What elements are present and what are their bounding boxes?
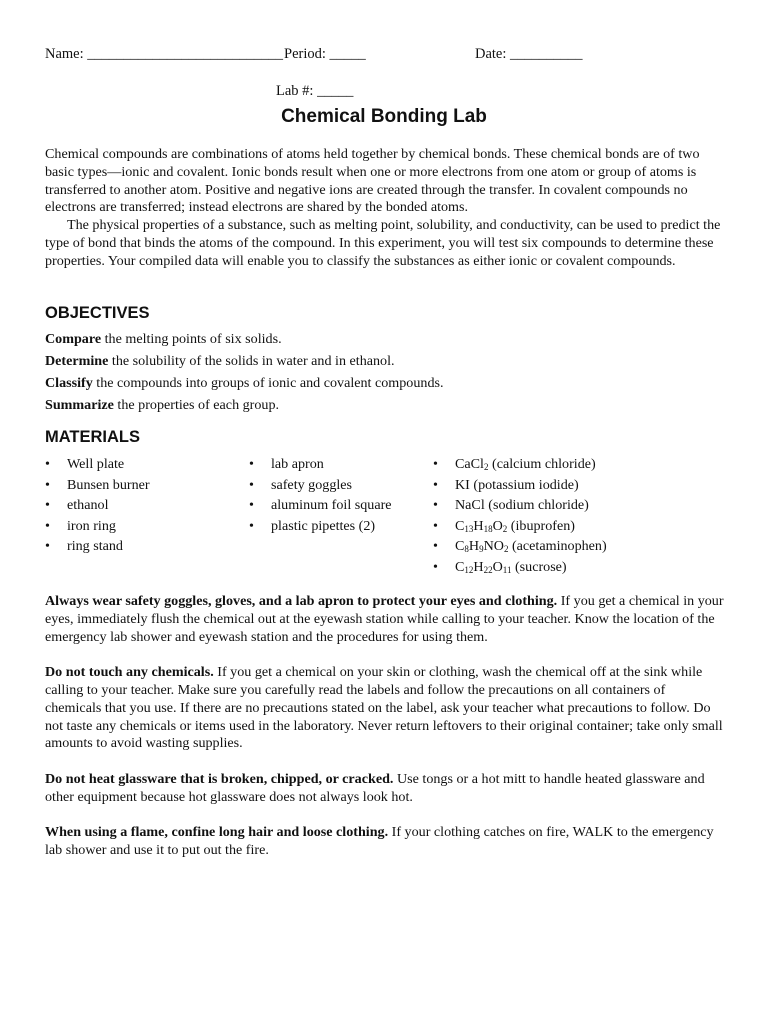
page-title: Chemical Bonding Lab: [281, 106, 487, 127]
formula-subscript: 2: [503, 544, 509, 555]
bullet-icon: •: [249, 497, 254, 514]
material-item: [249, 516, 392, 537]
intro-section: [45, 146, 725, 271]
objective-item: [45, 394, 444, 416]
date-field: Date: __________: [475, 46, 583, 62]
chemical-formula: NaCl: [455, 497, 485, 514]
material-item: [45, 536, 150, 557]
objective-item: [45, 350, 444, 372]
intro-paragraph: Chemical compounds are combinations of atoms held together by chemical bonds. These chemical bonds are of two basic types—ionic and covalent. Ionic bonds result when one or more electrons from one atom or group of atoms is transferred to another atom. Positive and negative ions are created through the transfer. In covalent compounds no electrons are transferred; instead electrons are shared by the bonded atoms.: [45, 146, 700, 216]
safety-section: [45, 593, 725, 878]
bullet-icon: •: [433, 456, 438, 472]
objective-item: [45, 328, 444, 350]
bullet-icon: •: [433, 517, 438, 534]
bullet-icon: •: [433, 497, 438, 514]
safety-paragraph: [45, 593, 725, 646]
safety-detail: If your clothing catches on fire, WALK to the emergency lab shower and use it to put out the fire.: [45, 824, 714, 859]
safety-detail: If you get a chemical in your eyes, immediately flush the chemical out at the eyewash station while calling to your teacher. Know the location of the emergency lab shower and eyewash station and the procedures for using them.: [45, 593, 724, 645]
chemical-formula: $C_{12}H_{22}O_{11}$: [455, 558, 512, 575]
formula-subscript: 12: [464, 564, 474, 575]
objective-verb: Compare: [45, 331, 102, 347]
objective-text: the compounds into groups of ionic and covalent compounds.: [92, 375, 444, 391]
bullet-icon: •: [433, 558, 438, 575]
bullet-icon: •: [249, 517, 254, 534]
formula-subscript: 22: [483, 564, 493, 575]
material-item: [433, 557, 607, 578]
formula-subscript: 8: [464, 544, 469, 555]
material-label: ring stand: [67, 538, 123, 555]
objective-text: the melting points of six solids.: [101, 331, 282, 347]
chemical-formula: CaCl$_2$: [455, 456, 489, 472]
safety-paragraph: [45, 824, 725, 860]
bullet-icon: •: [45, 456, 50, 472]
bullet-icon: •: [249, 456, 254, 472]
bullet-icon: •: [45, 517, 50, 534]
formula-subscript: 13: [464, 523, 474, 534]
safety-rule: Do not touch any chemicals.: [45, 664, 214, 681]
material-label: iron ring: [67, 517, 116, 534]
bullet-icon: •: [45, 538, 50, 555]
safety-detail: If you get a chemical on your skin or clothing, wash the chemical off at the sink while calling to your teacher. Make sure you carefully read the labels and follow the precautions on all containers of chemicals that you use. If there are no precautions stated on the label, ask your teacher what precautions to follow. Do not taste any chemicals or items used in the laboratory. Never return leftovers to their original container; take only small amounts to avoid wasting supplies.: [45, 664, 723, 752]
materials-column-supplies: [249, 454, 392, 536]
material-item: [45, 454, 150, 475]
material-label: lab apron: [271, 456, 324, 472]
material-item: [433, 475, 607, 496]
safety-rule: Do not heat glassware that is broken, chipped, or cracked.: [45, 770, 394, 787]
material-item: [433, 495, 607, 516]
safety-paragraph: [45, 771, 725, 807]
material-item: [433, 454, 607, 475]
material-label: ethanol: [67, 497, 109, 514]
chemical-name: (potassium iodide): [469, 476, 579, 493]
formula-subscript: 9: [479, 544, 484, 555]
chemical-name: (acetaminophen): [508, 538, 607, 555]
material-item: [433, 516, 607, 537]
formula-subscript: 2: [483, 462, 489, 472]
intro-paragraph: The physical properties of a substance, such as melting point, solubility, and conductivity, can be used to predict the type of bond that binds the atoms of the compound. In this experiment, you will test six compounds to determine these properties. Your compiled data will enable you to classify the substances as either ionic or covalent compounds.: [45, 217, 721, 269]
name-field: Name: ___________________________: [45, 46, 284, 62]
bullet-icon: •: [433, 538, 438, 555]
lab-number-field: Lab #: _____: [276, 83, 354, 99]
formula-subscript: 2: [502, 523, 508, 534]
objectives-list: [45, 328, 444, 416]
safety-rule: When using a flame, confine long hair and loose clothing.: [45, 824, 389, 841]
material-item: [45, 495, 150, 516]
chemical-name: (ibuprofen): [507, 517, 575, 534]
material-label: Well plate: [67, 456, 125, 472]
safety-rule: Always wear safety goggles, gloves, and a lab apron to protect your eyes and clothing.: [45, 593, 558, 609]
material-label: aluminum foil square: [271, 497, 392, 514]
material-item: [249, 454, 392, 475]
chemical-name: (sodium chloride): [484, 497, 589, 514]
material-item: [45, 475, 150, 496]
materials-heading: MATERIALS: [45, 428, 141, 446]
objective-verb: Classify: [45, 375, 93, 391]
chemical-formula: KI: [455, 476, 470, 493]
period-field: Period: _____: [284, 46, 366, 62]
bullet-icon: •: [433, 476, 438, 493]
materials-column-chemicals: [433, 454, 607, 578]
objective-item: [45, 372, 444, 394]
bullet-icon: •: [45, 476, 50, 493]
chemical-name: (calcium chloride): [488, 456, 596, 472]
objective-text: the properties of each group.: [113, 397, 280, 413]
formula-subscript: 18: [483, 523, 493, 534]
chemical-formula: $C_{13}H_{18}O_2$: [455, 517, 508, 534]
formula-subscript: 11: [502, 564, 512, 575]
material-item: [249, 495, 392, 516]
safety-detail: Use tongs or a hot mitt to handle heated glassware and other equipment because hot glassware does not always look hot.: [45, 770, 705, 805]
safety-paragraph: [45, 664, 725, 753]
material-item: [45, 516, 150, 537]
material-item: [433, 536, 607, 557]
bullet-icon: •: [249, 476, 254, 493]
objective-verb: Determine: [45, 353, 109, 369]
material-label: Bunsen burner: [67, 476, 150, 493]
materials-column-equipment: [45, 454, 150, 557]
material-label: safety goggles: [271, 476, 353, 493]
chemical-name: (sucrose): [511, 558, 567, 575]
objectives-heading: OBJECTIVES: [45, 304, 150, 322]
objective-text: the solubility of the solids in water and in ethanol.: [108, 353, 395, 369]
bullet-icon: •: [45, 497, 50, 514]
objective-verb: Summarize: [45, 397, 114, 413]
material-label: plastic pipettes (2): [271, 517, 376, 534]
material-item: [249, 475, 392, 496]
chemical-formula: $C_8H_9NO_2$: [455, 538, 509, 555]
